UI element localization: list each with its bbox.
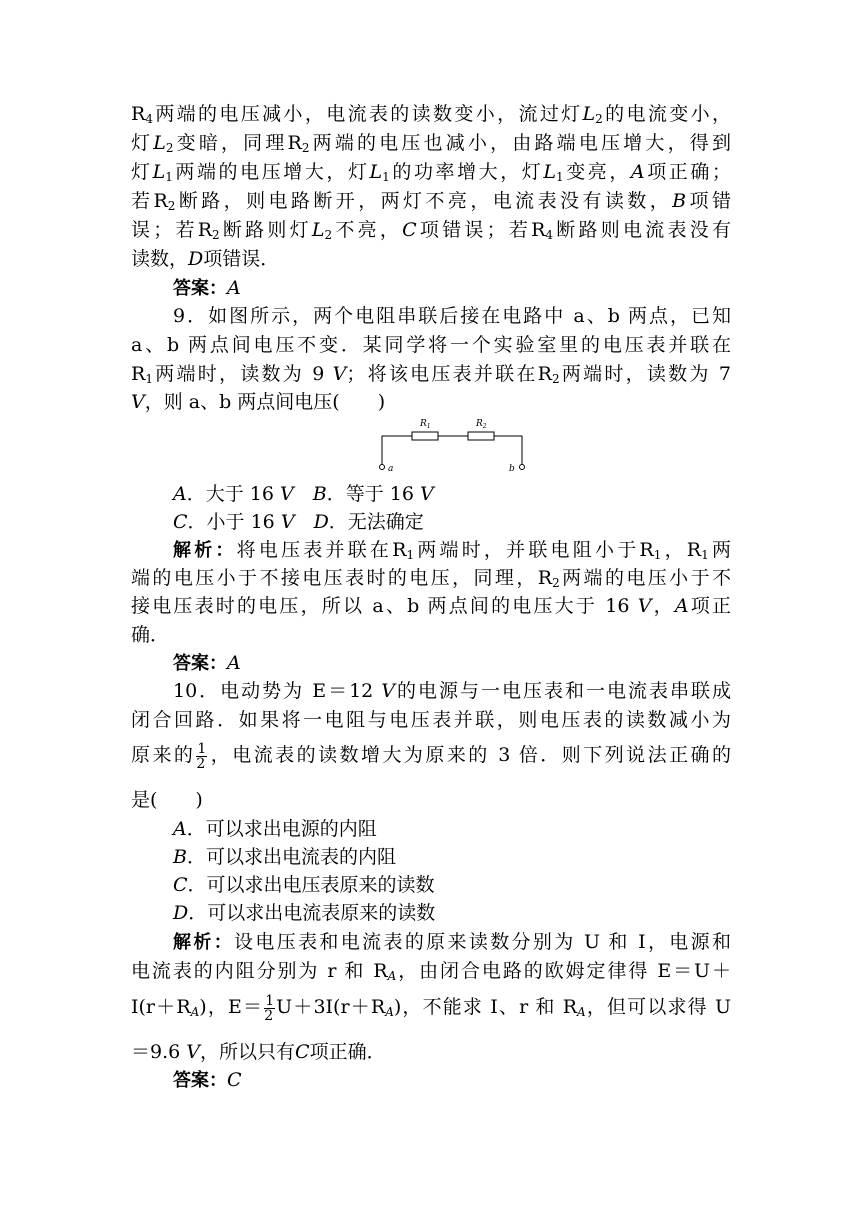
b-label: b bbox=[509, 464, 515, 474]
circuit-wire-left bbox=[382, 436, 412, 464]
terminal-b bbox=[520, 465, 525, 470]
q9-answer: 答案：A bbox=[173, 652, 241, 674]
q10-option-b: B．可以求出电流表的内阻 bbox=[173, 846, 396, 868]
q8-text-line-1: $R_4$两端的电压减小，电流表的读数变小，流过灯$L_2$的电流变小， bbox=[131, 103, 731, 126]
q9-option-c: C．小于 16 V bbox=[173, 511, 295, 533]
q8-text-line-2: 灯$L_2$变暗，同理$R_2$两端的电压也减小，由路端电压增大，得到 bbox=[131, 132, 731, 155]
q10-option-c: C．可以求出电压表原来的读数 bbox=[173, 874, 435, 896]
q9-analysis-line-3: 接电压表时的电压，所以 a、b 两点间的电压大于 16 V，A项正 bbox=[131, 595, 731, 617]
q9-circuit-diagram bbox=[372, 414, 532, 476]
q9-option-d: D．无法确定 bbox=[313, 511, 424, 533]
resistor-r2 bbox=[468, 432, 494, 440]
q8-text-line-4: 若$R_2$断路，则电路断开，两灯不亮，电流表没有读数，B项错 bbox=[131, 190, 731, 213]
q9-analysis-line-4: 确． bbox=[131, 624, 170, 646]
q10-analysis-line-2: 电流表的内阻分别为 r 和 $R_A$，由闭合电路的欧姆定律得 E＝U＋ bbox=[131, 960, 731, 983]
fraction-one-half: $\frac{1}{2}$ bbox=[196, 740, 207, 772]
q9-option-b: B．等于 16 V bbox=[312, 483, 434, 505]
q8-text-line-6: 读数，D项错误． bbox=[131, 248, 280, 270]
resistor-r1 bbox=[412, 432, 438, 440]
q8-text-line-5: 误；若$R_2$断路则灯$L_2$不亮，C项错误；若$R_4$断路则电流表没有 bbox=[131, 219, 731, 242]
q10-option-a: A．可以求出电源的内阻 bbox=[173, 818, 377, 840]
a-label: a bbox=[388, 464, 394, 474]
q10-analysis-line-4: ＝9.6 V，所以只有C项正确． bbox=[131, 1041, 386, 1063]
q10-stem-line-1: 10．电动势为 E＝12 V的电源与一电压表和一电流表串联成 bbox=[173, 680, 731, 702]
q10-stem-line-2: 闭合回路．如果将一电阻与电压表并联，则电压表的读数减小为 bbox=[131, 709, 731, 731]
r2-label: $R_2$ bbox=[476, 419, 487, 430]
fraction-one-half-analysis: $\frac{1}{2}$ bbox=[264, 992, 275, 1024]
q9-stem-line-3: $R_1$两端时，读数为 9 V；将该电压表并联在$R_2$两端时，读数为 7 bbox=[131, 363, 731, 386]
q10-stem-line-4: 是( ) bbox=[131, 789, 203, 811]
q9-options-row-1 bbox=[173, 480, 434, 508]
q10-analysis-line-1: 解析：设电压表和电流表的原来读数分别为 U 和 I，电源和 bbox=[173, 931, 732, 953]
r1-label: $R_1$ bbox=[420, 419, 431, 430]
q10-option-d: D．可以求出电流表原来的读数 bbox=[173, 902, 436, 924]
circuit-wire-right bbox=[494, 436, 522, 464]
q10-analysis-line-3: $I(r+R_A)$，E＝ $\frac{1}{2}$ $U+3I(r+R_A)$，不能求 I、r 和 $R_A$，但可以求得 U bbox=[131, 992, 731, 1024]
q10-answer: 答案：C bbox=[173, 1069, 242, 1091]
q9-option-a: A．大于 16 V bbox=[173, 483, 294, 505]
q9-analysis-line-2: 端的电压小于不接电压表时的电压，同理，$R_2$两端的电压小于不 bbox=[131, 567, 731, 590]
q8-answer: 答案：A bbox=[173, 277, 241, 299]
q9-options-row-2 bbox=[173, 508, 424, 536]
terminal-a bbox=[380, 465, 385, 470]
q9-stem-line-2: a、b 两点间电压不变．某同学将一个实验室里的电压表并联在 bbox=[131, 334, 731, 356]
q9-stem-line-4: V，则 a、b 两点间电压( ) bbox=[131, 391, 386, 413]
q9-stem-line-1: 9．如图所示，两个电阻串联后接在电路中 a、b 两点，已知 bbox=[173, 305, 731, 327]
q9-analysis-line-1: 解析：将电压表并联在$R_1$两端时，并联电阻小于$R_1$，$R_1$两 bbox=[173, 539, 731, 562]
q8-text-line-3: 灯$L_1$两端的电压增大，灯$L_1$的功率增大，灯$L_1$变亮，A项正确； bbox=[131, 161, 731, 184]
q10-stem-line-3: 原来的 $\frac{1}{2}$ ，电流表的读数增大为原来的 3 倍．则下列说法正确的 bbox=[131, 740, 731, 772]
